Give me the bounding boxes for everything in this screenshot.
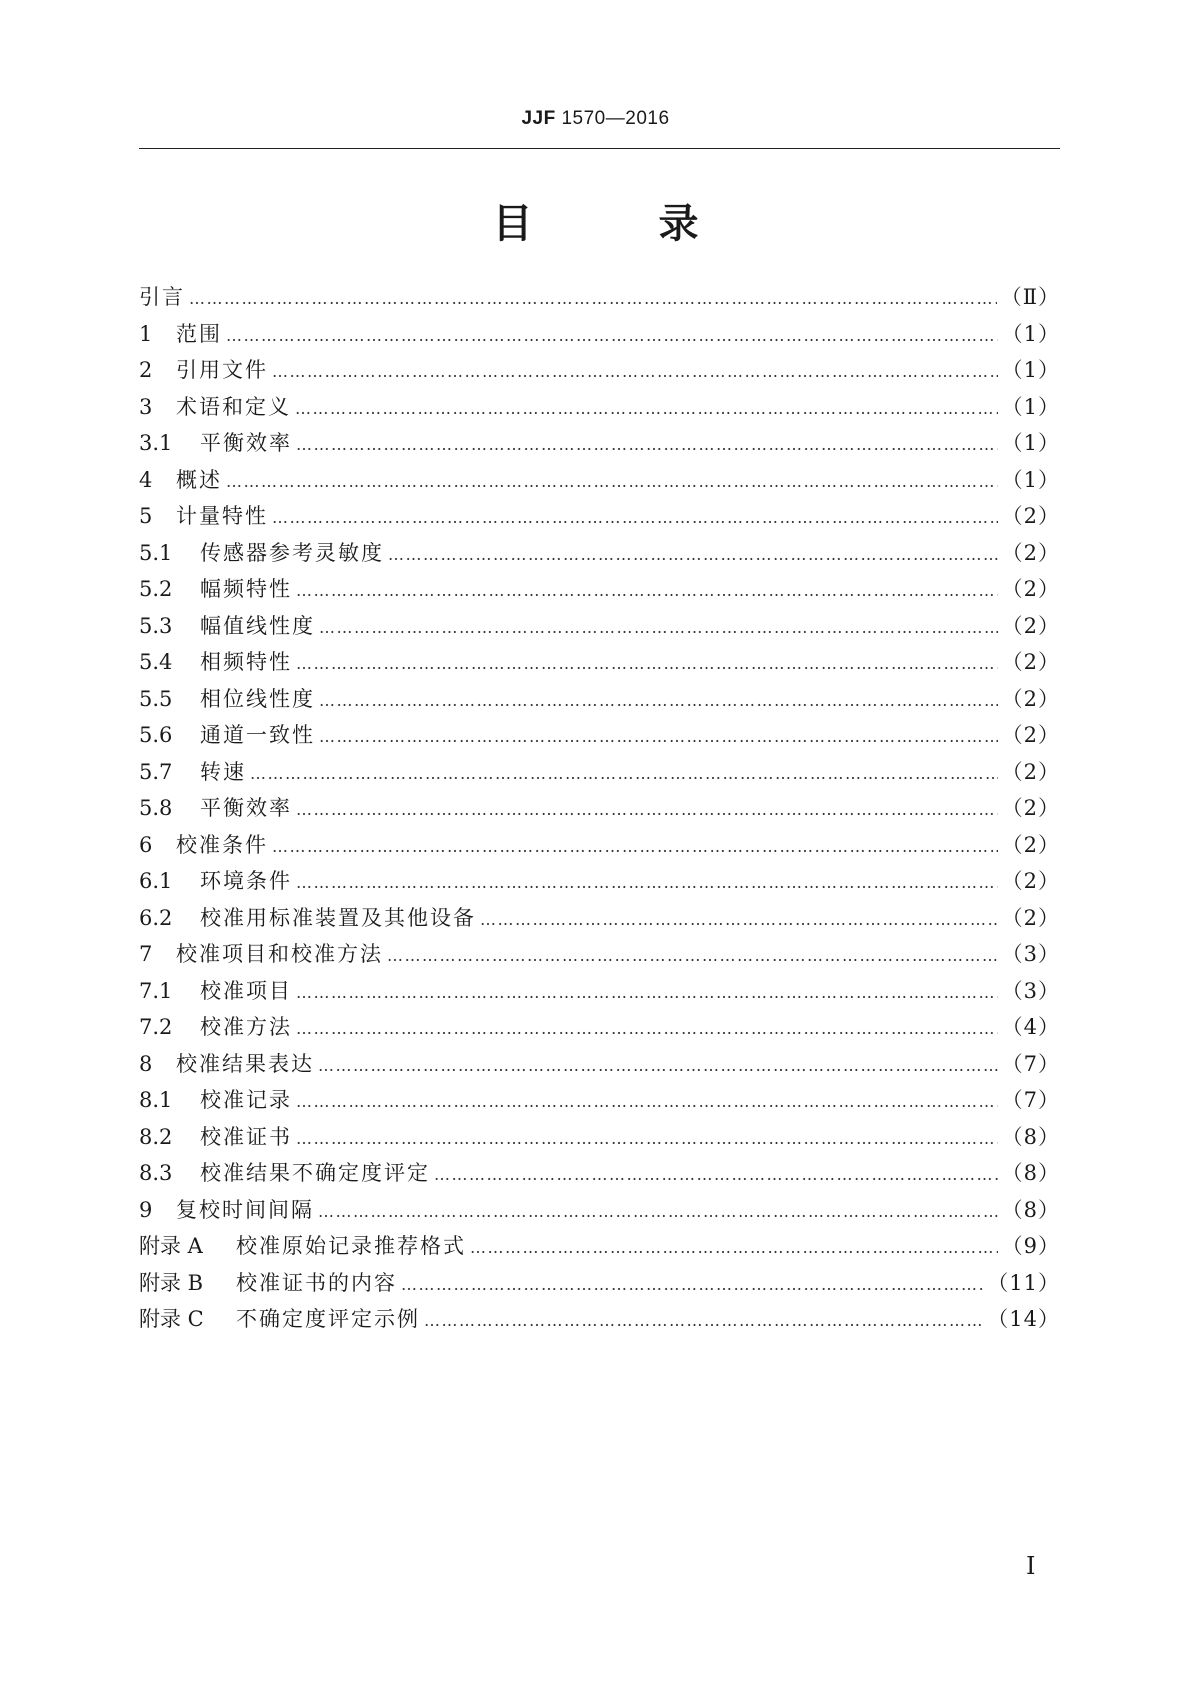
toc-entry-page: （2） — [1001, 759, 1060, 784]
toc-entry[interactable] — [139, 498, 1060, 535]
toc-entry-page: （1） — [1001, 431, 1060, 455]
toc-entry-page: （2） — [1001, 905, 1060, 930]
toc-entry-page: （7） — [1001, 1051, 1060, 1076]
toc-dot-leader — [296, 1084, 998, 1121]
toc-entry-number: 7 — [139, 942, 153, 966]
toc-entry-label: 校准记录 — [200, 1088, 292, 1112]
toc-entry-number: 6.2 — [139, 905, 173, 930]
toc-entry[interactable] — [139, 1192, 1060, 1229]
toc-dot-leader — [296, 1011, 998, 1048]
toc-entry-number: 5.1 — [139, 540, 173, 565]
toc-entry-label: 复校时间间隔 — [176, 1197, 314, 1222]
toc-entry-label: 范围 — [176, 321, 222, 346]
toc-entry-page: （11） — [987, 1270, 1060, 1295]
toc-entry-page: （2） — [1001, 650, 1060, 674]
toc-dot-leader — [296, 573, 998, 610]
toc-entry-number: 附录 B — [139, 1270, 204, 1295]
toc-entry[interactable] — [139, 644, 1060, 681]
toc-entry-label: 平衡效率 — [200, 431, 292, 455]
toc-dot-leader — [296, 975, 998, 1012]
page-title: 目 录 — [492, 201, 755, 247]
header-rule — [139, 148, 1060, 149]
toc-entry-page: （9） — [1001, 1234, 1060, 1258]
toc-entry-page: （1） — [1001, 467, 1060, 492]
toc-dot-leader — [250, 756, 998, 793]
toc-entry-page: （2） — [1001, 723, 1060, 747]
toc-entry-page: （2） — [1001, 796, 1060, 820]
document-code-prefix: JJF — [521, 108, 556, 129]
toc-entry[interactable] — [139, 1228, 1060, 1265]
toc-entry[interactable] — [139, 1301, 1060, 1338]
toc-entry-number: 5.4 — [139, 650, 173, 674]
toc-entry-label: 相位线性度 — [200, 686, 315, 711]
toc-dot-leader — [296, 792, 998, 829]
toc-entry-label: 计量特性 — [176, 504, 268, 528]
toc-entry-page: （2） — [1001, 686, 1060, 711]
toc-dot-leader — [434, 1157, 998, 1194]
toc-entry-label: 相频特性 — [200, 650, 292, 674]
toc-entry-page: （1） — [1001, 321, 1060, 346]
toc-dot-leader — [296, 865, 998, 902]
toc-entry-page: （2） — [1001, 577, 1060, 601]
toc-entry[interactable] — [139, 316, 1060, 353]
toc-entry-number: 1 — [139, 321, 153, 346]
toc-entry-page: （3） — [1001, 978, 1060, 1003]
toc-entry-label: 校准证书的内容 — [236, 1270, 397, 1295]
toc-entry[interactable] — [139, 973, 1060, 1010]
toc-entry-page: （4） — [1001, 1015, 1060, 1039]
toc-dot-leader — [272, 829, 998, 866]
toc-entry[interactable] — [139, 279, 1060, 316]
toc-entry-label: 不确定度评定示例 — [236, 1307, 420, 1331]
toc-entry-number: 5.5 — [139, 686, 173, 711]
toc-entry-number: 2 — [139, 358, 153, 382]
toc-entry-number: 4 — [139, 467, 153, 492]
toc-entry-number: 5.6 — [139, 723, 173, 747]
toc-entry-number: 5.2 — [139, 577, 173, 601]
toc-entry[interactable] — [139, 1155, 1060, 1192]
toc-entry-number: 附录 A — [139, 1234, 203, 1258]
toc-entry[interactable] — [139, 425, 1060, 462]
toc-dot-leader — [424, 1303, 983, 1340]
toc-dot-leader — [319, 610, 998, 647]
toc-entry[interactable] — [139, 535, 1060, 572]
toc-entry-number: 3.1 — [139, 431, 173, 455]
toc-entry[interactable] — [139, 936, 1060, 973]
toc-entry-number: 9 — [139, 1197, 153, 1222]
toc-entry-label: 概述 — [176, 467, 222, 492]
toc-dot-leader — [470, 1230, 998, 1267]
page-number: I — [1026, 1552, 1036, 1580]
toc-entry-page: （7） — [1001, 1088, 1060, 1112]
toc-entry-label: 校准方法 — [200, 1015, 292, 1039]
toc-entry-label: 引用文件 — [176, 358, 268, 382]
toc-entry-label: 校准项目 — [200, 978, 292, 1003]
toc-dot-leader — [318, 1194, 998, 1231]
document-code-header — [0, 108, 1191, 130]
toc-dot-leader — [387, 938, 998, 975]
toc-entry-label: 引言 — [139, 285, 185, 309]
toc-dot-leader — [272, 500, 998, 537]
toc-dot-leader — [272, 354, 998, 391]
toc-entry-number: 5.7 — [139, 759, 173, 784]
toc-entry-page: （8） — [1001, 1161, 1060, 1185]
toc-dot-leader — [189, 281, 997, 318]
toc-entry[interactable] — [139, 863, 1060, 900]
toc-entry-label: 转速 — [200, 759, 246, 784]
toc-entry-page: （8） — [1001, 1124, 1060, 1149]
toc-entry[interactable] — [139, 717, 1060, 754]
toc-entry-label: 校准原始记录推荐格式 — [236, 1234, 466, 1258]
toc-entry-label: 校准条件 — [176, 832, 268, 857]
toc-entry[interactable] — [139, 790, 1060, 827]
toc-entry-label: 校准结果表达 — [176, 1051, 314, 1076]
toc-entry[interactable] — [139, 1265, 1060, 1302]
toc-entry[interactable] — [139, 1082, 1060, 1119]
toc-dot-leader — [226, 464, 998, 501]
toc-entry[interactable] — [139, 571, 1060, 608]
toc-entry-page: （3） — [1001, 942, 1060, 966]
toc-entry-number: 5 — [139, 504, 153, 528]
toc-entry-number: 6.1 — [139, 869, 173, 893]
toc-entry[interactable] — [139, 900, 1060, 937]
toc-entry[interactable] — [139, 1119, 1060, 1156]
toc-entry[interactable] — [139, 681, 1060, 718]
toc-entry-number: 5.3 — [139, 613, 173, 638]
toc-entry-page: （2） — [1001, 540, 1060, 565]
toc-entry-page: （8） — [1001, 1197, 1060, 1222]
toc-dot-leader — [226, 318, 998, 355]
toc-entry-label: 幅频特性 — [200, 577, 292, 601]
toc-entry-label: 校准结果不确定度评定 — [200, 1161, 430, 1185]
toc-entry-page: （1） — [1001, 358, 1060, 382]
toc-entry-label: 校准项目和校准方法 — [176, 942, 383, 966]
toc-entry-label: 幅值线性度 — [200, 613, 315, 638]
toc-entry-label: 传感器参考灵敏度 — [200, 540, 384, 565]
toc-dot-leader — [480, 902, 998, 939]
toc-dot-leader — [319, 719, 998, 756]
toc-entry-number: 8 — [139, 1051, 153, 1076]
toc-dot-leader — [388, 537, 998, 574]
toc-entry-label: 环境条件 — [200, 869, 292, 893]
toc-entry-number: 8.2 — [139, 1124, 173, 1149]
toc-dot-leader — [401, 1267, 983, 1304]
toc-entry-number: 7.1 — [139, 978, 173, 1003]
toc-entry-number: 8.3 — [139, 1161, 173, 1185]
document-code-number: 1570—2016 — [561, 108, 670, 129]
toc-entry[interactable] — [139, 1009, 1060, 1046]
toc-entry-label: 通道一致性 — [200, 723, 315, 747]
toc-entry-number: 8.1 — [139, 1088, 173, 1112]
toc-dot-leader — [296, 1121, 998, 1158]
toc-entry[interactable] — [139, 827, 1060, 864]
toc-entry[interactable] — [139, 389, 1060, 426]
toc-entry[interactable] — [139, 754, 1060, 791]
toc-entry-number: 附录 C — [139, 1307, 204, 1331]
toc-dot-leader — [295, 391, 998, 428]
toc-entry-page: （2） — [1001, 869, 1060, 893]
toc-entry-label: 校准用标准装置及其他设备 — [200, 905, 476, 930]
toc-entry-page: （14） — [987, 1307, 1060, 1331]
toc-entry-number: 3 — [139, 394, 153, 419]
toc-dot-leader — [296, 646, 998, 683]
toc-entry[interactable] — [139, 352, 1060, 389]
toc-entry-page: （1） — [1001, 394, 1060, 419]
toc-entry-label: 平衡效率 — [200, 796, 292, 820]
toc-entry-page: （2） — [1001, 504, 1060, 528]
toc-entry-page: （2） — [1001, 832, 1060, 857]
toc-entry-label: 术语和定义 — [176, 394, 291, 419]
toc-entry[interactable] — [139, 1046, 1060, 1083]
toc-dot-leader — [318, 1048, 998, 1085]
toc-dot-leader — [296, 427, 998, 464]
toc-entry[interactable] — [139, 608, 1060, 645]
toc-entry-page: （2） — [1001, 613, 1060, 638]
toc-entry-page: （Ⅱ） — [1000, 285, 1060, 309]
toc-entry-label: 校准证书 — [200, 1124, 292, 1149]
toc-entry-number: 6 — [139, 832, 153, 857]
toc-entry-number: 7.2 — [139, 1015, 173, 1039]
toc-dot-leader — [319, 683, 998, 720]
toc-entry-number: 5.8 — [139, 796, 173, 820]
table-of-contents — [139, 279, 1060, 1338]
toc-entry[interactable] — [139, 462, 1060, 499]
